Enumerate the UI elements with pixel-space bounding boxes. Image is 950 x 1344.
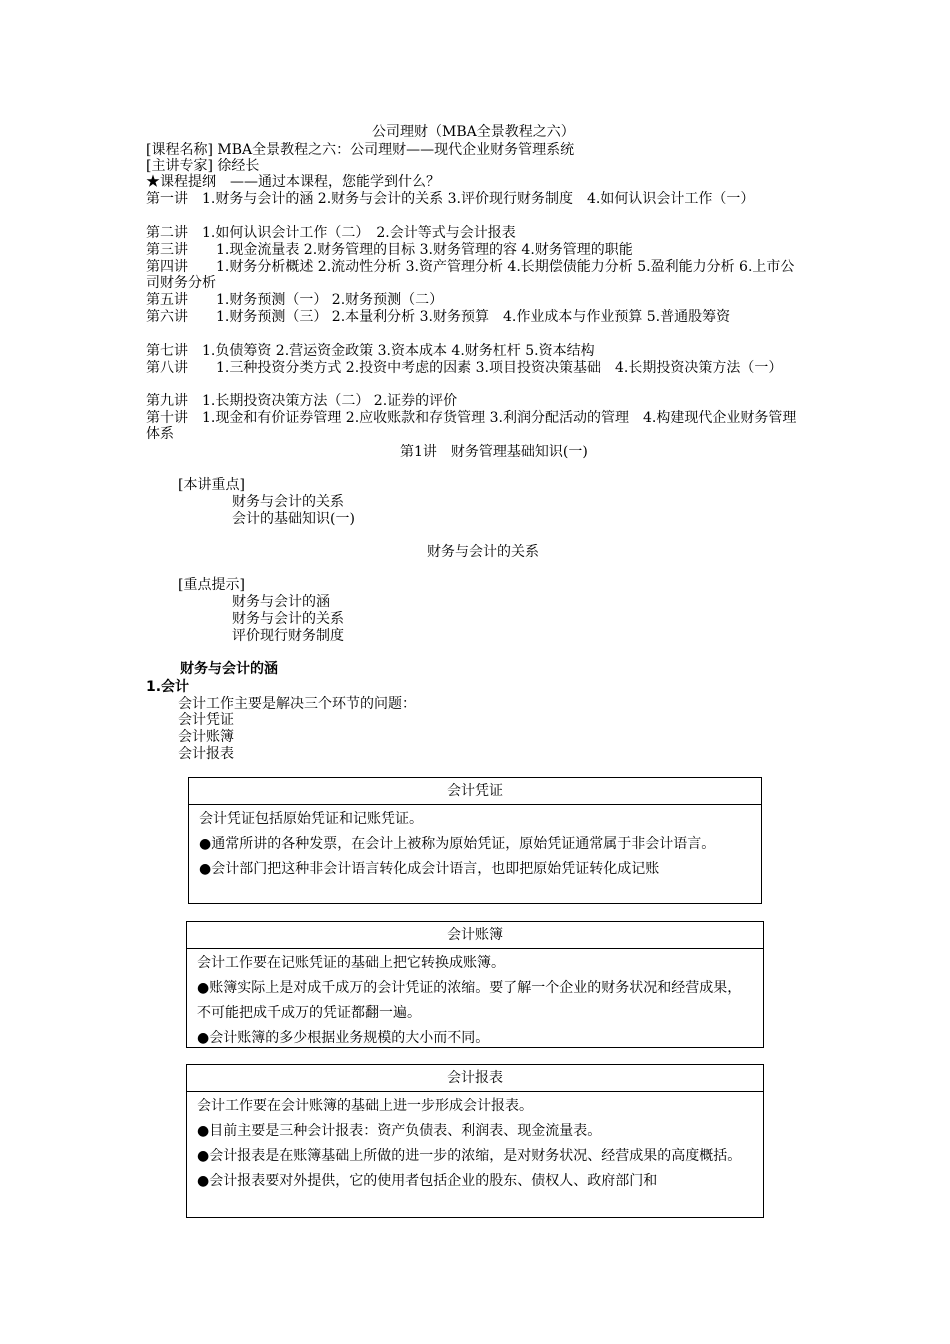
ledger-box (186, 921, 764, 1048)
voucher-box (188, 777, 762, 904)
intro-text: 会计工作主要是解决三个环节的问题： (178, 696, 416, 712)
ledger-box-title: 会计账簿 (187, 922, 763, 949)
statement-box (186, 1064, 764, 1218)
outline-item-3: 第三讲 1.现金流量表 2.财务管理的目标 3.财务管理的容 4.财务管理的职能 (146, 242, 633, 258)
ledger-box-line: ●会计账簿的多少根据业务规模的大小而不同。 (197, 1030, 490, 1046)
statement-box-title: 会计报表 (187, 1065, 763, 1092)
focus-item: 会计的基础知识(一) (232, 511, 355, 527)
outline-item-8: 第八讲 1.三种投资分类方式 2.投资中考虑的因素 3.项目投资决策基础 4.长期投资决策方法（一） (146, 360, 783, 376)
lecture-title: 第1讲 财务管理基础知识(一) (400, 444, 588, 460)
statement-box-line: ●会计报表要对外提供，它的使用者包括企业的股东、债权人、政府部门和 (197, 1173, 658, 1189)
outline-heading: ★课程提纲 ——通过本课程，您能学到什么？ (146, 174, 440, 190)
statement-box-line: 会计工作要在会计账簿的基础上进一步形成会计报表。 (197, 1098, 533, 1114)
point-heading: 1.会计 (146, 679, 190, 695)
lecturer: [主讲专家] 徐经长 (146, 158, 260, 174)
course-name: [课程名称] MBA全景教程之六：公司理财——现代企业财务管理系统 (146, 142, 575, 158)
hint-item: 财务与会计的关系 (232, 611, 344, 627)
voucher-box-title: 会计凭证 (189, 778, 761, 805)
document-title: 公司理财（MBA全景教程之六） (372, 124, 575, 140)
outline-item-7: 第七讲 1.负债筹资 2.营运资金政策 3.资本成本 4.财务杠杆 5.资本结构 (146, 343, 595, 359)
outline-item-1: 第一讲 1.财务与会计的涵 2.财务与会计的关系 3.评价现行财务制度 4.如何认识会计工作（一） (146, 191, 755, 207)
ledger-box-line: ●账簿实际上是对成千成万的会计凭证的浓缩。要了解一个企业的财务状况和经营成果，不可能把成千成万的凭证都翻一遍。 (197, 980, 742, 1021)
voucher-box-line: ●通常所讲的各种发票，在会计上被称为原始凭证，原始凭证通常属于非会计语言。 (199, 836, 716, 852)
voucher-box-line: ●会计部门把这种非会计语言转化成会计语言，也即把原始凭证转化成记账 (199, 861, 660, 877)
hint-item: 财务与会计的涵 (232, 594, 330, 610)
outline-item-2: 第二讲 1.如何认识会计工作（二） 2.会计等式与会计报表 (146, 225, 516, 241)
outline-item-5: 第五讲 1.财务预测（一） 2.财务预测（二） (146, 292, 444, 308)
intro-item: 会计账簿 (178, 729, 234, 745)
voucher-box-line: 会计凭证包括原始凭证和记账凭证。 (199, 811, 423, 827)
statement-box-line: ●目前主要是三种会计报表：资产负债表、利润表、现金流量表。 (197, 1123, 602, 1139)
hint-label: [重点提示] (178, 577, 245, 593)
sub-heading: 财务与会计的涵 (180, 661, 278, 677)
statement-box-line: ●会计报表是在账簿基础上所做的进一步的浓缩，是对财务状况、经营成果的高度概括。 (197, 1148, 742, 1164)
section-title: 财务与会计的关系 (427, 544, 539, 560)
intro-item: 会计凭证 (178, 712, 234, 728)
hint-item: 评价现行财务制度 (232, 628, 344, 644)
outline-item-6: 第六讲 1.财务预测（三） 2.本量利分析 3.财务预算 4.作业成本与作业预算 5.普通股筹资 (146, 309, 731, 325)
outline-item-10: 第十讲 1.现金和有价证券管理 2.应收账款和存货管理 3.利润分配活动的管理 4.构建现代企业财务管理体系 (146, 410, 797, 442)
outline-item-9: 第九讲 1.长期投资决策方法（二） 2.证券的评价 (146, 393, 458, 409)
focus-label: [本讲重点] (178, 477, 245, 493)
outline-item-4: 第四讲 1.财务分析概述 2.流动性分析 3.资产管理分析 4.长期偿债能力分析 5.盈利能力分析 6.上市公司财务分析 (146, 259, 795, 291)
focus-item: 财务与会计的关系 (232, 494, 344, 510)
intro-item: 会计报表 (178, 746, 234, 762)
ledger-box-line: 会计工作要在记账凭证的基础上把它转换成账簿。 (197, 955, 505, 971)
